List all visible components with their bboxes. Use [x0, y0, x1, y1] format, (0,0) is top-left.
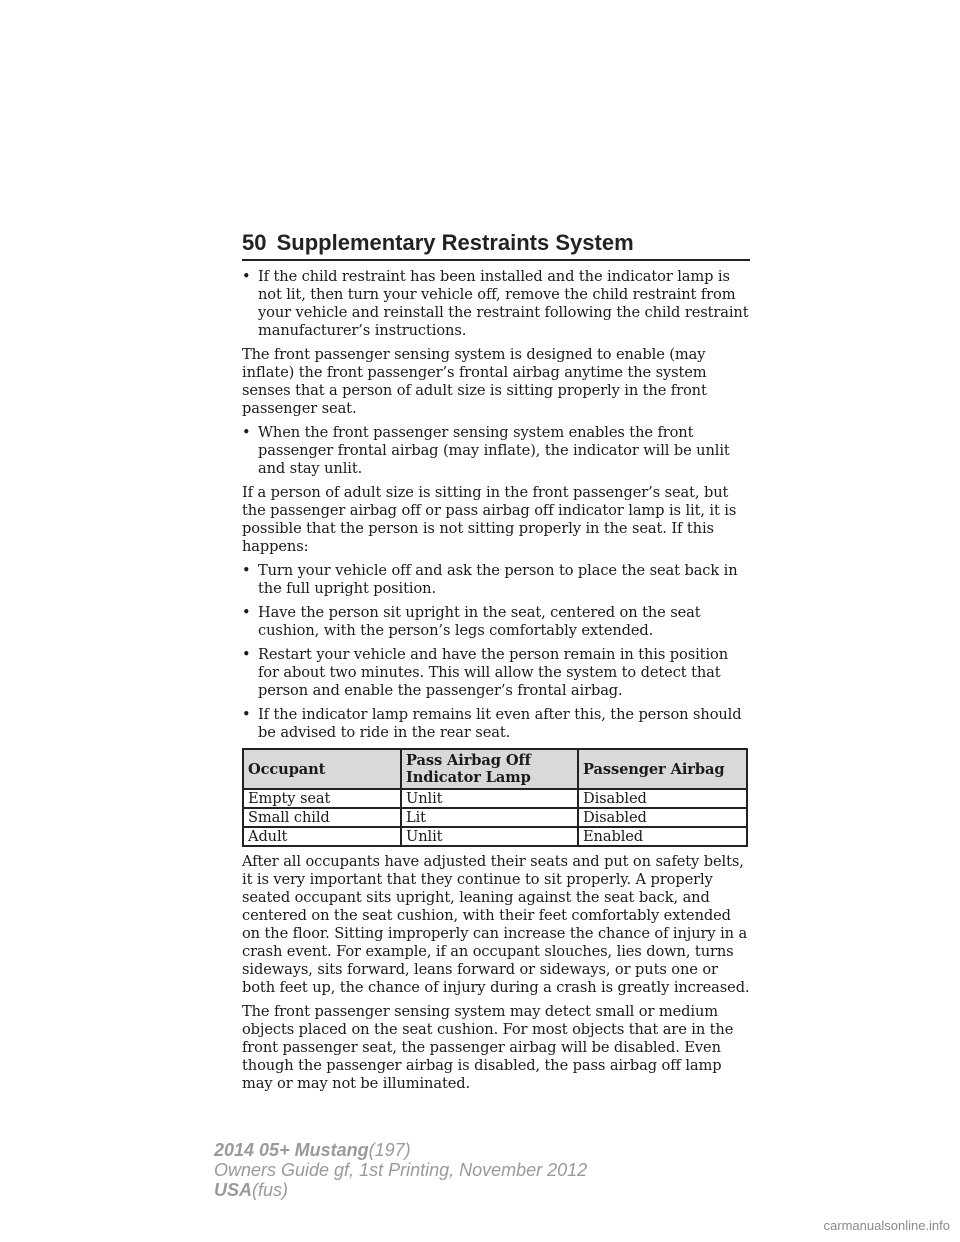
table-row	[243, 827, 747, 846]
footer-region-code: (fus)	[252, 1180, 289, 1200]
section-title: Supplementary Restraints System	[276, 230, 634, 255]
bullet-item	[242, 562, 752, 598]
bullet-dot: •	[242, 706, 251, 723]
table-header-cell: Pass Airbag Off Indicator Lamp	[401, 749, 578, 789]
footer-line	[214, 1140, 587, 1160]
table-cell: Enabled	[578, 827, 747, 846]
page-number: 50	[242, 230, 267, 255]
table-cell: Unlit	[401, 789, 578, 808]
bullet-text: Turn your vehicle off and ask the person to place the seat back in the full upright position.	[258, 562, 738, 597]
table-cell: Disabled	[578, 808, 747, 827]
page-header	[242, 228, 750, 261]
bullet-item	[242, 604, 752, 640]
table-cell: Lit	[401, 808, 578, 827]
footer-model: 2014 05+ Mustang	[214, 1140, 369, 1160]
table-row	[243, 789, 747, 808]
table-cell: Unlit	[401, 827, 578, 846]
footer-page-code: (197)	[368, 1140, 411, 1160]
footer-line: Owners Guide gf, 1st Printing, November 2012	[214, 1160, 588, 1180]
bullet-dot: •	[242, 646, 251, 663]
footer-region: USA	[214, 1180, 253, 1200]
table-header-row	[243, 749, 747, 789]
paragraph: The front passenger sensing system may detect small or medium objects placed on the seat cushion. For most objects that are in the front passenger seat, the passenger airbag will be disabled. Even though the passenger airbag is disabled, the pass airbag off lamp may or may not be illuminated.	[242, 1003, 734, 1092]
bullet-text: If the child restraint has been installed and the indicator lamp is not lit, then turn your vehicle off, remove the child restraint from your vehicle and reinstall the restraint following the child restraint manufacturer’s instructions.	[258, 268, 749, 339]
bullet-text: When the front passenger sensing system enables the front passenger frontal airbag (may inflate), the indicator will be unlit and stay unlit.	[258, 424, 730, 477]
bullet-dot: •	[242, 604, 251, 621]
bullet-item	[242, 424, 752, 478]
table-row	[243, 808, 747, 827]
page-content	[242, 268, 752, 1099]
print-footer	[214, 1140, 587, 1200]
bullet-dot: •	[242, 424, 251, 441]
bullet-text: Have the person sit upright in the seat, centered on the seat cushion, with the person’s legs comfortably extended.	[258, 604, 701, 639]
bullet-dot: •	[242, 562, 251, 579]
bullet-item	[242, 706, 752, 742]
paragraph: If a person of adult size is sitting in the front passenger’s seat, but the passenger airbag off or pass airbag off indicator lamp is lit, it is possible that the person is not sitting properly in the seat. If this happens:	[242, 484, 737, 555]
paragraph: The front passenger sensing system is designed to enable (may inflate) the front passenger’s frontal airbag anytime the system senses that a person of adult size is sitting properly in the front passenger seat.	[242, 346, 707, 417]
watermark: carmanualsonline.info	[823, 1218, 950, 1233]
airbag-status-table	[242, 748, 748, 847]
table-cell: Disabled	[578, 789, 747, 808]
bullet-text: If the indicator lamp remains lit even after this, the person should be advised to ride in the rear seat.	[258, 706, 742, 741]
footer-line	[214, 1180, 587, 1200]
table-cell: Adult	[243, 827, 401, 846]
table-cell: Small child	[243, 808, 401, 827]
bullet-item	[242, 268, 752, 340]
table-header-cell: Passenger Airbag	[578, 749, 747, 789]
table-cell: Empty seat	[243, 789, 401, 808]
paragraph: After all occupants have adjusted their seats and put on safety belts, it is very important that they continue to sit properly. A properly seated occupant sits upright, leaning against the seat back, and centered on the seat cushion, with their feet comfortably extended on the floor. Sitting improperly can increase the chance of injury in a crash event. For example, if an occupant slouches, lies down, turns sideways, sits forward, leans forward or sideways, or puts one or both feet up, the chance of injury during a crash is greatly increased.	[242, 853, 750, 996]
bullet-dot: •	[242, 268, 251, 285]
bullet-text: Restart your vehicle and have the person remain in this position for about two minutes. This will allow the system to detect that person and enable the passenger’s frontal airbag.	[258, 646, 728, 699]
bullet-item	[242, 646, 752, 700]
table-header-cell: Occupant	[243, 749, 401, 789]
